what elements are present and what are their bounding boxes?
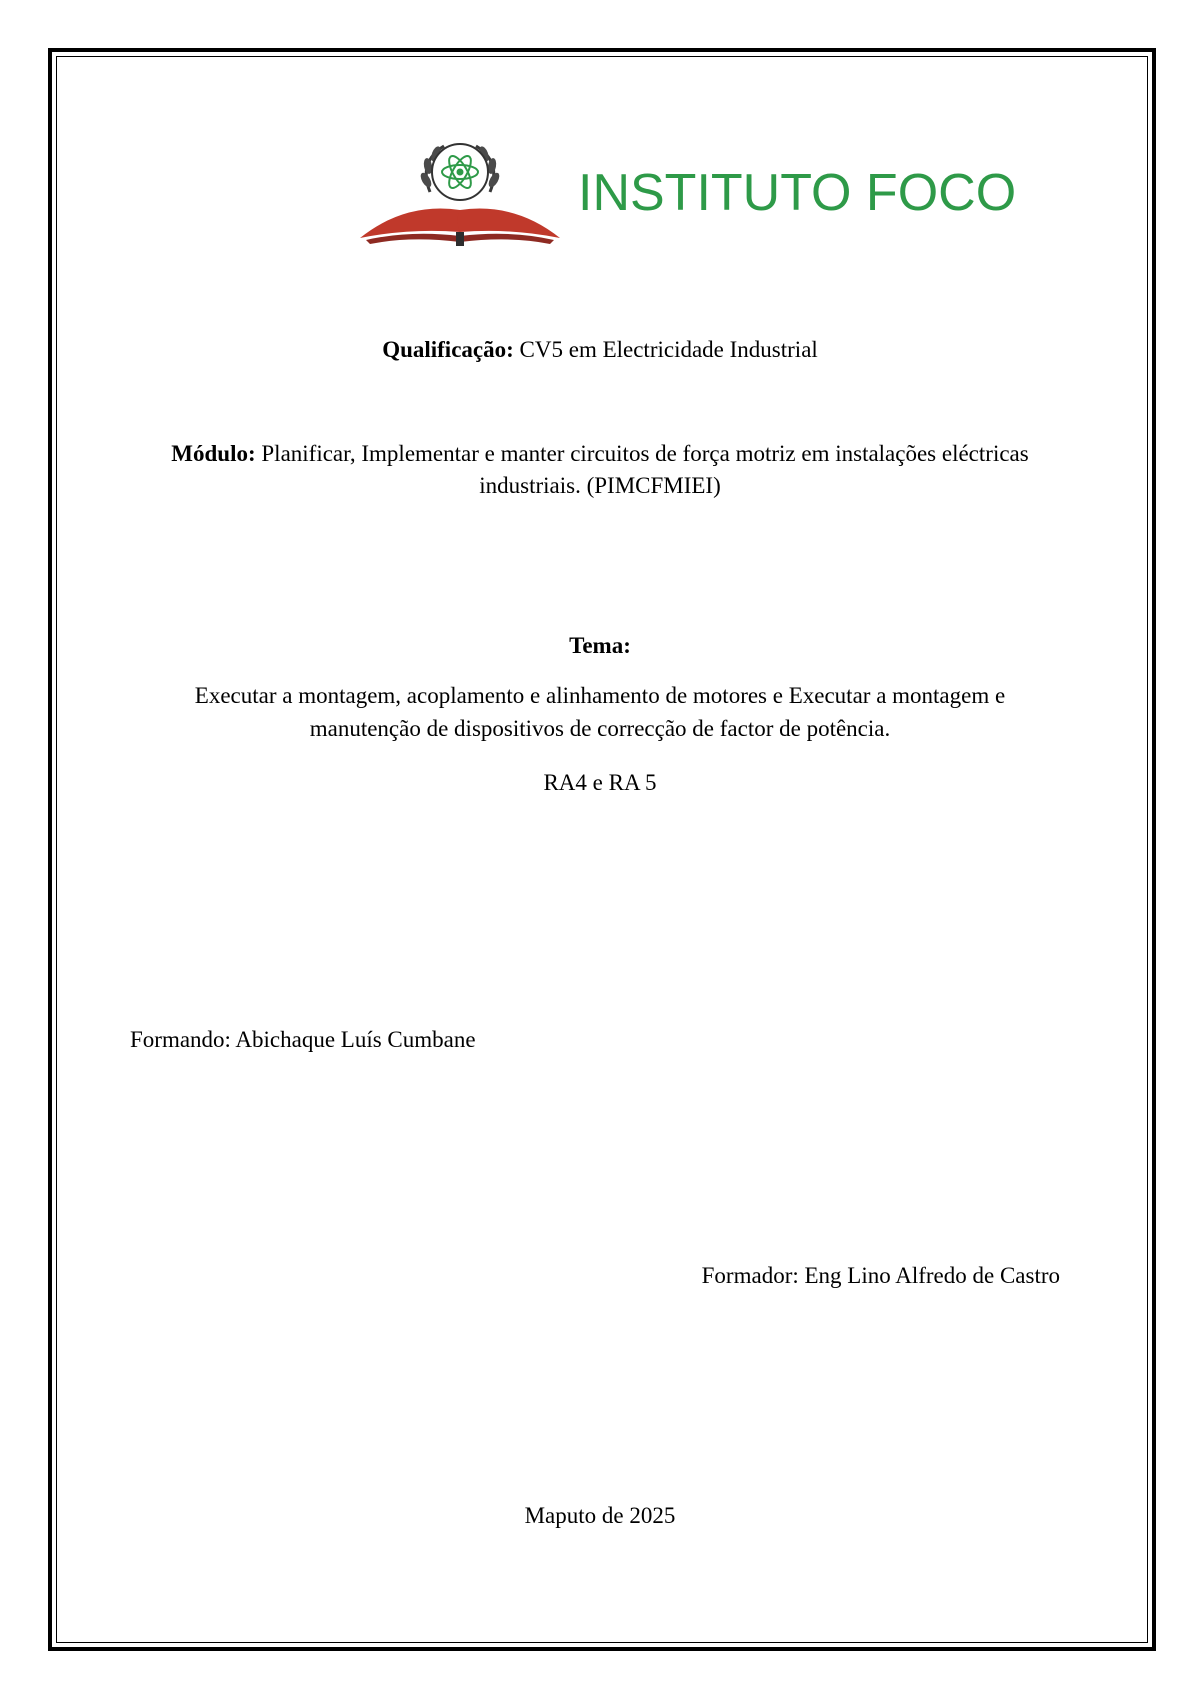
module-value-1: Planificar, Implementar e manter circuitos de força motriz em instalações eléctricas (261, 441, 1029, 466)
trainer-name: Formador: Eng Lino Alfredo de Castro (701, 1263, 1060, 1288)
theme-line-2: manutenção de dispositivos de correcção de factor de potência. (309, 716, 891, 741)
theme-line-1: Executar a montagem, acoplamento e alinhamento de motores e Executar a montagem e (194, 683, 1006, 708)
module-line-1 (130, 438, 1070, 470)
qualification-label: Qualificação: (382, 337, 514, 362)
theme-label: Tema: (569, 633, 631, 658)
module-label: Módulo: (171, 441, 256, 466)
qualification-line (130, 334, 1070, 366)
module-value-2: industriais. (PIMCFMIEI) (479, 473, 721, 498)
module-line-2 (130, 470, 1070, 502)
page-border-inner (56, 56, 1148, 1643)
result-areas: RA4 e RA 5 (543, 770, 657, 795)
student-name: Formando: Abichaque Luís Cumbane (130, 1027, 476, 1052)
qualification-value: CV5 em Electricidade Industrial (519, 337, 818, 362)
place-date: Maputo de 2025 (524, 1503, 676, 1528)
institute-logo (360, 140, 1017, 250)
logo-text: INSTITUTO FOCO (578, 164, 1017, 222)
